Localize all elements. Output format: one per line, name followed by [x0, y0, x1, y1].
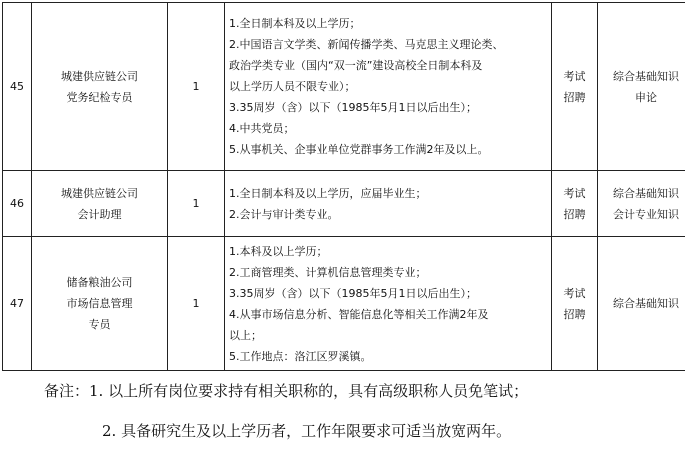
position-cell: [32, 237, 168, 371]
method-line: 招聘: [563, 90, 586, 104]
requirements-cell: [225, 171, 552, 237]
method-cell: [552, 237, 598, 371]
requirement-line: 4.中共党员；: [229, 122, 295, 135]
requirements-cell: [225, 237, 552, 371]
position-line: 专员: [88, 318, 111, 331]
method-line: 考试: [563, 186, 586, 200]
headcount-cell: 1: [168, 171, 225, 237]
requirement-line: 3.35周岁（含）以下（1985年5月1日以后出生）；: [229, 101, 477, 114]
requirements-cell: [225, 3, 552, 171]
row-number: 46: [3, 171, 32, 237]
position-line: 储备粮油公司: [66, 276, 133, 289]
exam-subjects-cell: [598, 237, 685, 371]
row-number: 47: [3, 237, 32, 371]
requirement-line: 1.本科及以上学历；: [229, 244, 328, 258]
row-number: 45: [3, 3, 32, 171]
headcount-cell: 1: [168, 3, 225, 171]
table-row: [3, 237, 685, 371]
requirement-line: 2.会计与审计类专业。: [229, 207, 339, 221]
requirement-line: 1.全日制本科及以上学历；: [229, 17, 361, 30]
requirement-line: 以上；: [229, 328, 262, 342]
requirement-line: 4.从事市场信息分析、智能信息化等相关工作满2年及: [229, 307, 489, 321]
requirement-line: 以上学历人员不限专业）；: [229, 80, 356, 93]
requirement-line: 政治学类专业（国内“双一流”建设高校全日制本科及: [229, 59, 483, 72]
requirement-line: 5.工作地点：洛江区罗溪镇。: [229, 349, 372, 363]
exam-subjects-cell: [598, 3, 685, 171]
exam-subject: 综合基础知识: [613, 69, 679, 83]
note-line-1: 备注：1. 以上所有岗位要求持有相关职称的，具有高级职称人员免笔试；: [44, 382, 529, 400]
requirement-line: 5.从事机关、企事业单位党群事务工作满2年及以上。: [229, 143, 489, 156]
position-cell: [32, 171, 168, 237]
exam-subject: 综合基础知识: [613, 297, 679, 310]
position-line: 城建供应链公司: [61, 69, 138, 83]
method-cell: [552, 171, 598, 237]
headcount-cell: 1: [168, 237, 225, 371]
exam-subject: 综合基础知识: [613, 186, 679, 200]
position-line: 党务纪检专员: [66, 90, 133, 104]
method-line: 考试: [563, 286, 586, 300]
position-line: 市场信息管理: [66, 297, 133, 310]
requirement-line: 2.中国语言文学类、新闻传播学类、马克思主义理论类、: [229, 38, 504, 51]
position-line: 城建供应链公司: [61, 186, 138, 200]
method-line: 招聘: [563, 307, 586, 321]
method-line: 招聘: [563, 207, 586, 221]
requirement-line: 3.35周岁（含）以下（1985年5月1日以后出生）；: [229, 286, 477, 300]
method-cell: [552, 3, 598, 171]
recruitment-table: [2, 2, 685, 371]
position-cell: [32, 3, 168, 171]
exam-subjects-cell: [598, 171, 685, 237]
note-line-2: 2. 具备研究生及以上学历者，工作年限要求可适当放宽两年。: [102, 422, 512, 440]
method-line: 考试: [563, 69, 586, 83]
exam-subject: 申论: [635, 90, 657, 104]
requirement-line: 1.全日制本科及以上学历，应届毕业生；: [229, 186, 427, 200]
exam-subject: 会计专业知识: [613, 207, 679, 221]
table-row: [3, 171, 685, 237]
position-line: 会计助理: [77, 207, 122, 221]
table-row: [3, 3, 685, 171]
requirement-line: 2.工商管理类、计算机信息管理类专业；: [229, 265, 427, 279]
